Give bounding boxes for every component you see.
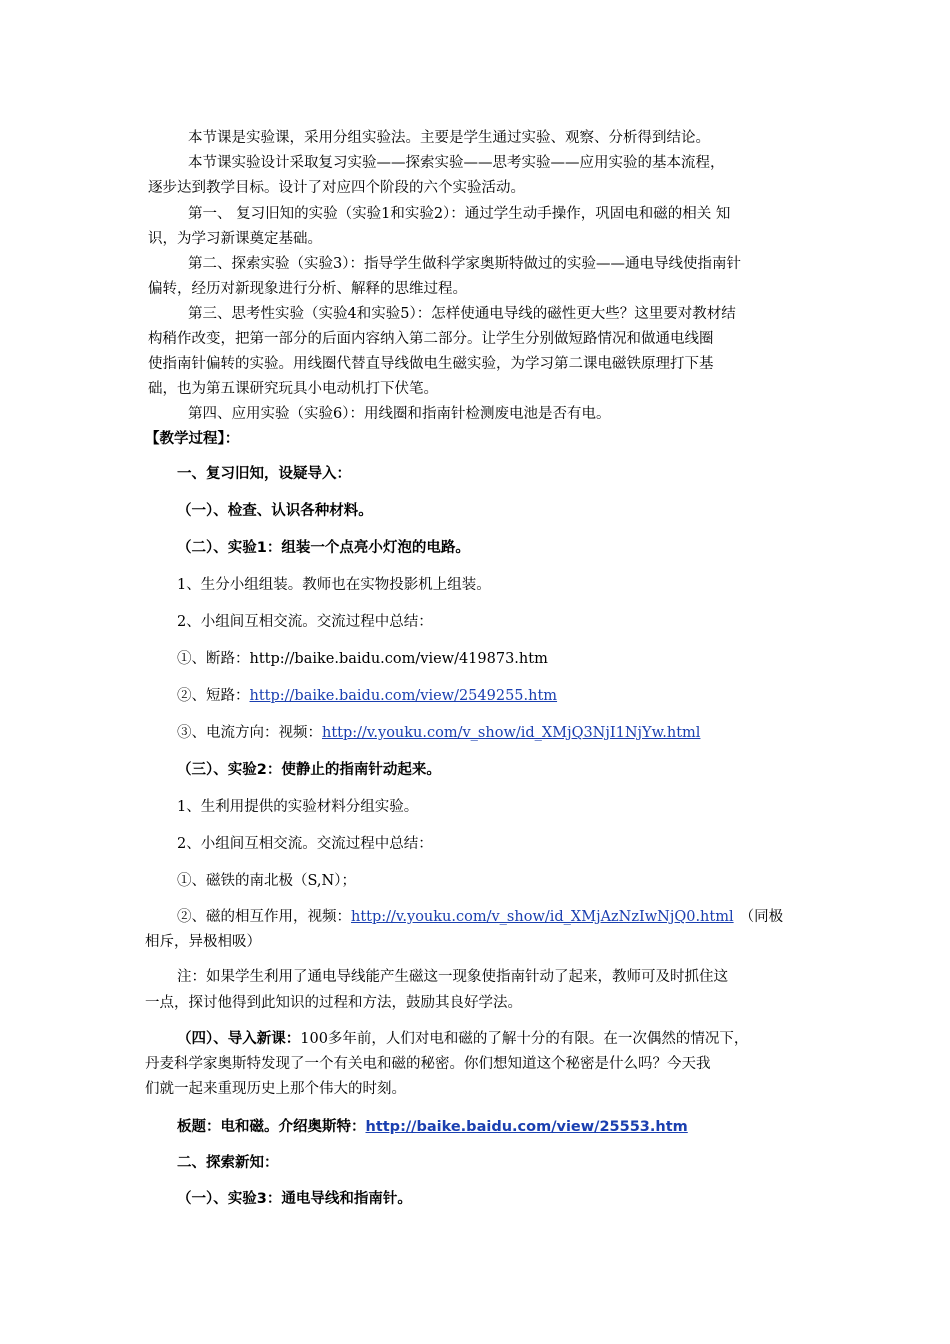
list-item: 2、小组间互相交流。交流过程中总结： xyxy=(177,614,433,630)
magnetic-interaction-video-link[interactable]: http://v.youku.com/v_show/id_XMjAzNzIwNjQ0.html xyxy=(351,909,734,925)
magnet-poles-item: ①、磁铁的南北极（S,N）； xyxy=(177,873,356,889)
intro-paragraph-5: 第三、思考性实验（实验4和实验5）：怎样使通电导线的磁性更大些？这里要对教材结 xyxy=(188,306,736,322)
section-1-1-heading: （一）、检查、认识各种材料。 xyxy=(177,503,373,519)
open-circuit-url: http://baike.baidu.com/view/419873.htm xyxy=(249,651,548,667)
oersted-link[interactable]: http://baike.baidu.com/view/25553.htm xyxy=(365,1119,688,1135)
intro-paragraph-5-line2: 构稍作改变，把第一部分的后面内容纳入第二部分。让学生分别做短路情况和做通电线圈 xyxy=(148,331,714,347)
intro-paragraph-3-cont: 识，为学习新课奠定基础。 xyxy=(148,231,322,247)
current-direction-label: ③、电流方向：视频： xyxy=(177,725,322,741)
new-lesson-label: （四）、导入新课： xyxy=(177,1031,301,1047)
list-item: 1、生分小组组装。教师也在实物投影机上组装。 xyxy=(177,577,491,593)
intro-paragraph-4: 第二、探索实验（实验3）：指导学生做科学家奥斯特做过的实验——通电导线使指南针 xyxy=(188,256,741,272)
intro-paragraph-5-line4: 础，也为第五课研究玩具小电动机打下伏笔。 xyxy=(148,381,438,397)
new-lesson-intro xyxy=(177,1028,748,1050)
intro-paragraph-4-cont: 偏转，经历对新现象进行分析、解释的思维过程。 xyxy=(148,281,467,297)
intro-paragraph-3: 第一、 复习旧知的实验（实验1和实验2）：通过学生动手操作，巩固电和磁的相关 知 xyxy=(188,206,731,222)
intro-paragraph-2-cont: 逐步达到教学目标。设计了对应四个阶段的六个实验活动。 xyxy=(148,180,525,196)
teaching-process-heading: 【教学过程】： xyxy=(145,431,240,447)
magnetic-interaction-label: ②、磁的相互作用，视频： xyxy=(177,909,351,925)
board-title-item xyxy=(177,1116,688,1138)
new-lesson-text-line3: 们就一起来重现历史上那个伟大的时刻。 xyxy=(145,1081,406,1097)
intro-paragraph-2: 本节课实验设计采取复习实验——探索实验——思考实验——应用实验的基本流程， xyxy=(188,155,725,171)
section-1-heading: 一、复习旧知，设疑导入： xyxy=(177,466,351,482)
section-1-2-heading: （二）、实验1：组装一个点亮小灯泡的电路。 xyxy=(177,540,470,556)
new-lesson-text: 100多年前，人们对电和磁的了解十分的有限。在一次偶然的情况下， xyxy=(300,1031,749,1047)
open-circuit-item xyxy=(177,648,548,670)
magnetic-interaction-item xyxy=(177,906,783,928)
section-2-1-heading: （一）、实验3：通电导线和指南针。 xyxy=(177,1191,412,1207)
teacher-note-cont: 一点，探讨他得到此知识的过程和方法，鼓励其良好学法。 xyxy=(145,995,522,1011)
magnetic-interaction-tail: （同极 xyxy=(739,909,784,925)
intro-paragraph-6: 第四、应用实验（实验6）：用线圈和指南针检测废电池是否有电。 xyxy=(188,406,611,422)
short-circuit-label: ②、短路： xyxy=(177,688,250,704)
current-direction-item xyxy=(177,722,700,744)
intro-paragraph-1: 本节课是实验课，采用分组实验法。主要是学生通过实验、观察、分析得到结论。 xyxy=(188,130,710,146)
new-lesson-text-line2: 丹麦科学家奥斯特发现了一个有关电和磁的秘密。你们想知道这个秘密是什么吗？今天我 xyxy=(145,1056,711,1072)
open-circuit-label: ①、断路： xyxy=(177,651,250,667)
short-circuit-item xyxy=(177,685,557,707)
current-direction-video-link[interactable]: http://v.youku.com/v_show/id_XMjQ3NjI1NjYw.html xyxy=(322,725,701,741)
section-1-3-heading: （三）、实验2：使静止的指南针动起来。 xyxy=(177,762,441,778)
list-item: 1、生利用提供的实验材料分组实验。 xyxy=(177,799,419,815)
board-title-label: 板题：电和磁。介绍奥斯特： xyxy=(177,1119,366,1135)
section-2-heading: 二、探索新知： xyxy=(177,1155,279,1171)
list-item: 2、小组间互相交流。交流过程中总结： xyxy=(177,836,433,852)
short-circuit-link[interactable]: http://baike.baidu.com/view/2549255.htm xyxy=(249,688,558,704)
teacher-note: 注：如果学生利用了通电导线能产生磁这一现象使指南针动了起来，教师可及时抓住这 xyxy=(177,969,728,985)
magnetic-interaction-cont: 相斥，异极相吸） xyxy=(145,934,261,950)
intro-paragraph-5-line3: 使指南针偏转的实验。用线圈代替直导线做电生磁实验，为学习第二课电磁铁原理打下基 xyxy=(148,356,714,372)
